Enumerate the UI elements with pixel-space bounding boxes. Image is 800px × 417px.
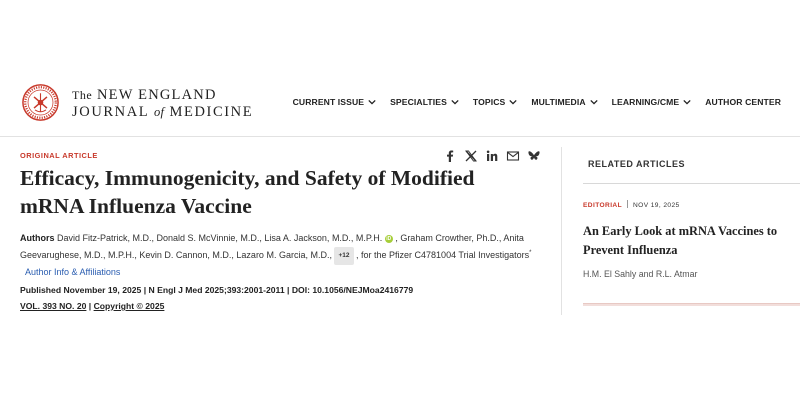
related-item-meta — [583, 200, 680, 209]
nav-label: TOPICS — [472, 97, 506, 107]
chevron-down-icon — [590, 99, 598, 105]
nav-specialties[interactable] — [390, 97, 459, 107]
main-nav — [293, 97, 781, 107]
related-item-date: NOV 19, 2025 — [633, 202, 680, 209]
nav-topics[interactable] — [473, 97, 517, 107]
chevron-down-icon — [509, 99, 517, 105]
chevron-down-icon — [683, 99, 691, 105]
article-title: Efficacy, Immunogenicity, and Safety of Modified mRNA Influenza Vaccine — [20, 166, 475, 218]
orcid-icon[interactable]: iD — [386, 236, 392, 242]
chevron-down-icon — [451, 99, 459, 105]
author-list — [20, 231, 545, 280]
related-item-type: EDITORIAL — [583, 202, 623, 209]
related-item-authors: H.M. El Sahly and R.L. Atmar — [583, 269, 698, 279]
logo-line-2 — [72, 104, 253, 120]
author-info-link[interactable]: Author Info & Affiliations — [25, 266, 121, 277]
article-type-label[interactable]: ORIGINAL ARTICLE — [20, 151, 98, 160]
bluesky-icon[interactable] — [527, 149, 541, 163]
authors-text-1[interactable]: David Fitz-Patrick, M.D., Donald S. McVinnie, M.D., Lisa A. Jackson, M.D., M.P.H. — [57, 233, 383, 243]
nav-label: LEARNING/CME — [611, 97, 680, 107]
logo-of: of — [153, 105, 165, 119]
logo-the: The — [72, 88, 93, 102]
volume-info — [20, 301, 164, 311]
nejm-seal-icon[interactable] — [22, 84, 59, 121]
volume-separator: | — [88, 301, 92, 311]
facebook-icon[interactable] — [443, 149, 457, 163]
meta-separator — [627, 200, 628, 208]
logo-medicine: MEDICINE — [169, 104, 254, 120]
authors-text-2[interactable]: , Graham Crowther, Ph.D., Anita Geevarughese, M.D., M.P.H., Kevin D. Cannon, M.D., Lazaro M. Garcia, M.D., — [20, 233, 524, 261]
site-header — [0, 0, 800, 137]
authors-text-3[interactable]: , for the Pfizer C4781004 Trial Investigators — [356, 250, 530, 261]
more-authors-button[interactable]: +12 — [334, 247, 353, 264]
logo-line-1 — [72, 88, 253, 103]
volume-link[interactable]: VOL. 393 NO. 20 — [20, 301, 87, 311]
related-divider — [583, 183, 800, 184]
journal-logo[interactable] — [72, 88, 253, 120]
nav-label: SPECIALTIES — [390, 97, 447, 107]
authors-label: Authors — [20, 233, 55, 243]
nav-label: MULTIMEDIA — [531, 97, 586, 107]
linkedin-icon[interactable] — [485, 149, 499, 163]
logo-journal: JOURNAL — [72, 104, 149, 120]
copyright-link[interactable]: Copyright © 2025 — [93, 301, 165, 311]
nav-label: CURRENT ISSUE — [292, 97, 365, 107]
x-icon[interactable] — [464, 149, 478, 163]
nav-learning-cme[interactable] — [612, 97, 692, 107]
nav-label: AUTHOR CENTER — [705, 97, 781, 107]
email-icon[interactable] — [506, 149, 520, 163]
related-next-item-edge — [583, 303, 800, 306]
investigators-footnote-mark[interactable]: * — [529, 250, 532, 257]
nav-author-center[interactable] — [705, 97, 781, 107]
chevron-down-icon — [368, 99, 376, 105]
nav-current-issue[interactable] — [293, 97, 377, 107]
nav-multimedia[interactable] — [531, 97, 597, 107]
column-divider — [561, 147, 562, 315]
related-articles-heading: RELATED ARTICLES — [588, 159, 685, 169]
logo-new-england: NEW ENGLAND — [96, 87, 217, 103]
publication-info: Published November 19, 2025 | N Engl J Med 2025;393:2001-2011 | DOI: 10.1056/NEJMoa2416779 — [20, 285, 414, 295]
related-item-headline[interactable]: An Early Look at mRNA Vaccines to Prevent Influenza — [583, 224, 778, 257]
share-toolbar — [443, 149, 548, 163]
